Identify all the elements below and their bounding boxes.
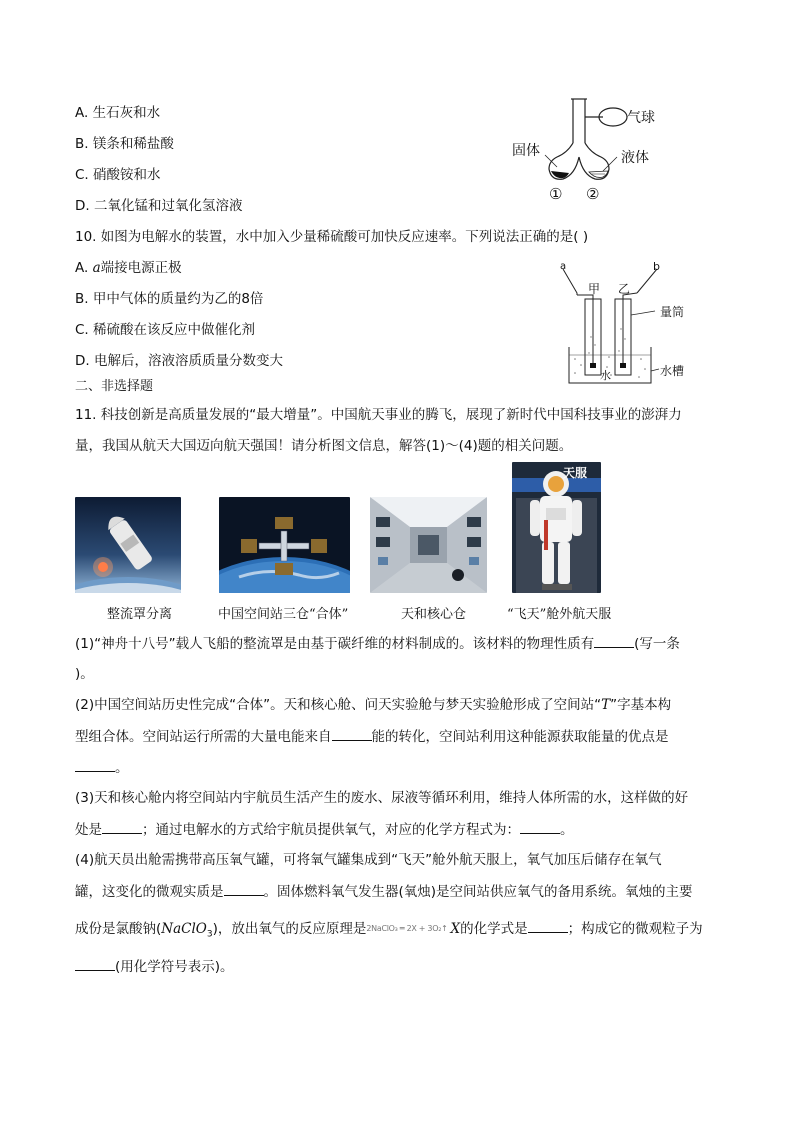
q11-part2-line1 [75, 695, 671, 715]
q11-part4-line2 [75, 881, 693, 902]
answer-blank[interactable] [520, 819, 560, 834]
q11-part1-line2: )。 [75, 666, 94, 682]
caption-spacesuit: “飞天”舱外航天服 [507, 607, 612, 622]
q10-option-a-var: a [92, 260, 101, 276]
answer-blank[interactable] [594, 633, 634, 648]
marker-2: ② [586, 185, 600, 203]
q11-part4-text-f: ；构成它的微观粒子为 [567, 921, 703, 937]
q10-option-d: D. 电解后，溶液溶质质量分数变大 [75, 353, 283, 369]
caption-core-module: 天和核心仓 [401, 607, 467, 622]
q11-part4-line3 [75, 918, 703, 945]
q10-stem: 10. 如图为电解水的装置，水中加入少量稀硫酸可加快反应速率。下列说法正确的是( ) [75, 229, 589, 245]
q11-part2-text-b: ”字基本构 [610, 697, 672, 713]
q11-part3-text-b: ；通过电解水的方式给宇航员提供氧气，对应的化学方程式为： [142, 822, 520, 838]
cylinder-yi-label: 乙 [618, 282, 631, 296]
q11-part4-text-d: )，放出氧气的反应原理是 [212, 921, 367, 937]
q9-option-b: B. 镁条和稀盐酸 [75, 136, 174, 152]
q11-part2-text-d: 能的转化，空间站利用这种能源获取能量的优点是 [371, 729, 669, 745]
q11-part2-var: T [601, 697, 611, 713]
caption-fairing: 整流罩分离 [107, 607, 173, 622]
q11-part2-text-a: (2)中国空间站历史性完成“合体”。天和核心舱、问天实验舱与梦天实验舱形成了空间站“ [75, 697, 602, 713]
caption-station: 中国空间站三仓“合体” [218, 607, 349, 622]
q9-option-c: C. 硝酸铵和水 [75, 167, 161, 183]
q11-part3-line2 [75, 819, 574, 840]
q9-option-a: A. 生石灰和水 [75, 105, 161, 121]
q10-option-a-prefix: A. [75, 260, 93, 276]
q11-part4-text-a: 罐，这变化的微观实质是 [75, 884, 224, 900]
answer-blank[interactable] [332, 726, 372, 741]
answer-blank[interactable] [224, 881, 264, 896]
q10-option-a [75, 258, 182, 278]
q11-part4-line4 [75, 956, 234, 977]
cylinder-label: 量筒 [660, 305, 685, 319]
q11-part4-line1: (4)航天员出舱需携带高压氧气罐，可将氧气罐集成到“飞天”舱外航天服上，氧气加压后储存在氧气 [75, 852, 662, 868]
q11-part3-line1: (3)天和核心舱内将空间站内宇航员生活产生的废水、尿液等循环利用，维持人体所需的水，这样做的好 [75, 790, 689, 806]
core-module-photo [370, 497, 487, 593]
liquid-label: 液体 [621, 150, 649, 166]
answer-blank[interactable] [75, 956, 115, 971]
balloon-label: 气球 [627, 110, 655, 126]
water-label: 水 [600, 369, 611, 382]
spacesuit-photo [512, 462, 601, 593]
suit-banner-text: 天服 [563, 466, 588, 480]
q11-part2-line2 [75, 726, 669, 747]
solid-label: 固体 [512, 143, 540, 159]
q11-part2-end: 。 [115, 760, 129, 776]
variable-x: X [450, 921, 461, 937]
q11-part4-end: (用化学符号表示)。 [115, 959, 234, 975]
reaction-equation: 2NaClO₃ ═ 2X + 3O₂↑ [366, 924, 448, 933]
q11-part1-text: (1)“神舟十八号”载人飞船的整流罩是由基于碳纤维的材料制成的。该材料的物理性质有 [75, 636, 595, 652]
answer-blank[interactable] [528, 918, 568, 933]
space-station-photo [219, 497, 350, 593]
q11-part4-text-b: 。固体燃料氧气发生器(氧烛)是空间站供应氧气的备用系统。氧烛的主要 [263, 884, 693, 900]
q11-part4-text-c: 成份是氯酸钠( [75, 921, 162, 937]
q10-option-a-text: 端接电源正极 [100, 260, 182, 276]
electrode-a-label: a [560, 261, 567, 272]
q10-option-b: B. 甲中气体的质量约为乙的8倍 [75, 291, 264, 307]
q11-part3-end: 。 [560, 822, 574, 838]
tank-label: 水槽 [660, 364, 685, 378]
q10-option-c: C. 稀硫酸在该反应中做催化剂 [75, 322, 256, 338]
q11-intro-line2: 量，我国从航天大国迈向航天强国！请分析图文信息，解答(1)～(4)题的相关问题。 [75, 438, 573, 454]
fairing-separation-photo [75, 497, 181, 593]
marker-1: ① [549, 185, 563, 203]
cylinder-jia-label: 甲 [588, 282, 601, 296]
q11-part3-text-a: 处是 [75, 822, 102, 838]
section-title: 二、非选择题 [75, 379, 154, 394]
electrode-b-label: b [653, 260, 660, 273]
q11-intro-line1: 11. 科技创新是高质量发展的“最大增量”。中国航天事业的腾飞，展现了新时代中国科技事业的澎湃力 [75, 407, 682, 423]
q9-option-d: D. 二氧化锰和过氧化氢溶液 [75, 198, 243, 214]
q11-part4-text-e: 的化学式是 [460, 921, 528, 937]
q11-part1-tail: (写一条 [634, 636, 680, 652]
q11-part2-text-c: 型组合体。空间站运行所需的大量电能来自 [75, 729, 332, 745]
formula-subscript: 3 [206, 929, 213, 940]
q11-part1-line1 [75, 633, 680, 654]
answer-blank[interactable] [102, 819, 142, 834]
q11-part2-line3 [75, 757, 129, 778]
answer-blank[interactable] [75, 757, 115, 772]
formula-naclo: NaClO [161, 921, 207, 937]
